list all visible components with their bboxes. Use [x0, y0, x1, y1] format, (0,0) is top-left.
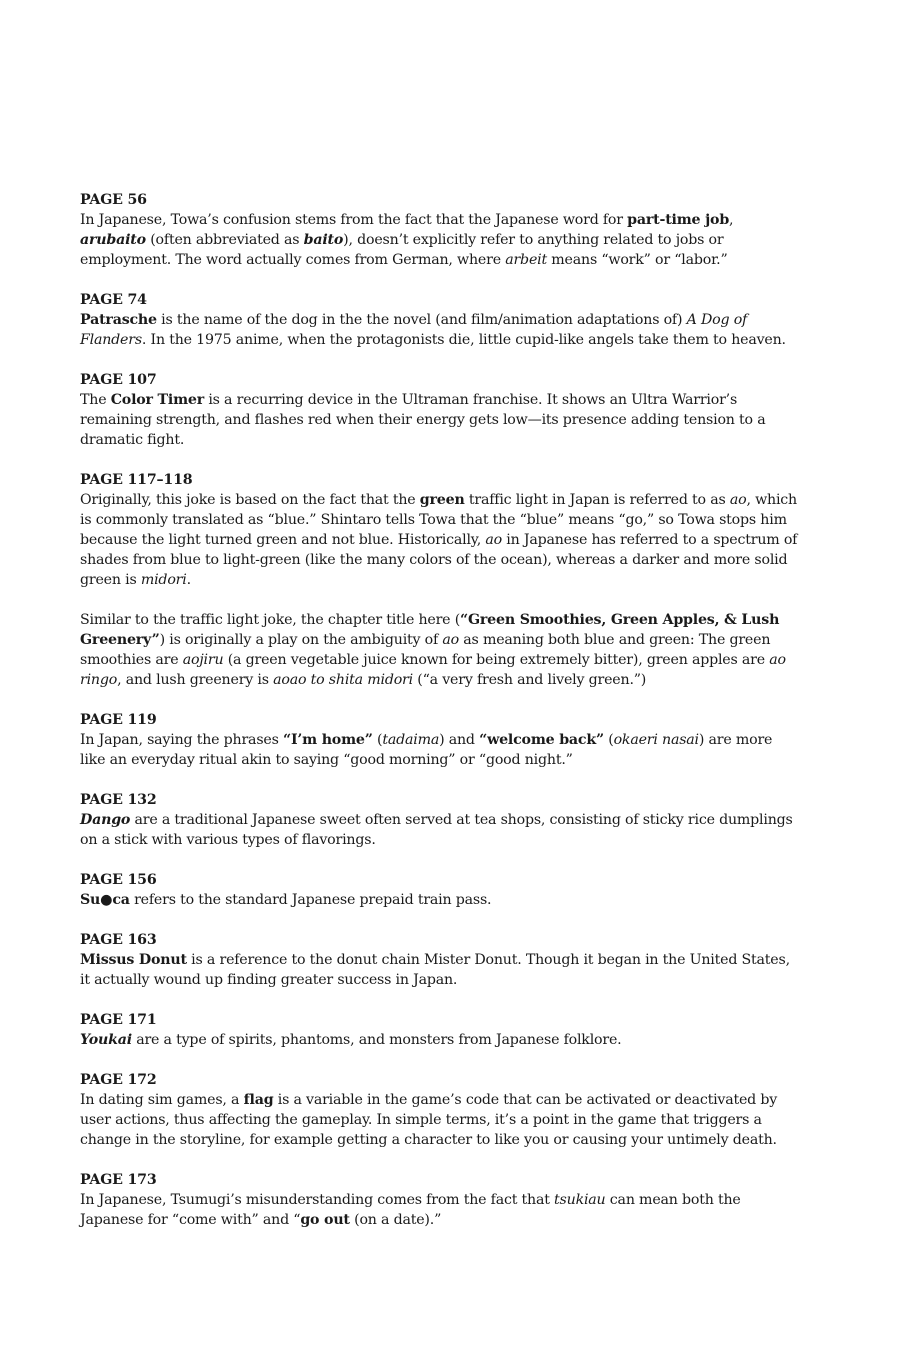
- note-heading: PAGE 173: [80, 1172, 157, 1188]
- text-run: (a green vegetable juice known for being extremely bitter), green apples are: [223, 652, 770, 668]
- text-run: can mean both the Japanese for “come with” and “: [80, 1192, 741, 1228]
- note-paragraph: [80, 810, 800, 850]
- emphasis-term: aojiru: [182, 652, 224, 668]
- text-run: In dating sim games, a: [80, 1092, 244, 1108]
- emphasis-term: Dango: [80, 812, 131, 828]
- text-run: (: [603, 732, 614, 748]
- emphasis-term: aoao to shita midori: [273, 672, 413, 688]
- text-run: ) are more like an everyday ritual akin to saying “good morning” or “good night.”: [80, 732, 773, 768]
- note-heading: PAGE 132: [80, 792, 157, 808]
- emphasis-term: Youkai: [80, 1032, 132, 1048]
- note-paragraph: [80, 210, 800, 270]
- emphasis-term: “I’m home”: [283, 732, 373, 748]
- note-heading: PAGE 156: [80, 872, 157, 888]
- text-run: as meaning both blue and green: The green smoothies are: [80, 632, 771, 668]
- note-paragraph: [80, 1030, 800, 1050]
- note-section: [80, 1010, 800, 1050]
- emphasis-term: tadaima: [382, 732, 440, 748]
- note-section: [80, 790, 800, 850]
- note-paragraph: [80, 730, 800, 770]
- emphasis-term: tsukiau: [554, 1192, 606, 1208]
- emphasis-term: okaeri nasai: [613, 732, 699, 748]
- note-paragraph: [80, 610, 800, 690]
- note-section: [80, 1070, 800, 1150]
- emphasis-term: arubaito: [80, 232, 146, 248]
- text-run: traffic light in Japan is referred to as: [464, 492, 730, 508]
- text-run: In Japan, saying the phrases: [80, 732, 283, 748]
- note-heading: PAGE 56: [80, 192, 147, 208]
- text-run: . In the 1975 anime, when the protagonists die, little cupid-like angels take them to heaven.: [141, 332, 786, 348]
- note-section: [80, 290, 800, 350]
- note-paragraph: [80, 890, 800, 910]
- emphasis-term: midori: [140, 572, 187, 588]
- emphasis-term: ao ringo: [80, 652, 786, 688]
- note-paragraph: [80, 950, 800, 990]
- note-heading: PAGE 119: [80, 712, 157, 728]
- text-run: refers to the standard Japanese prepaid train pass.: [129, 892, 492, 908]
- emphasis-term: Missus Donut: [80, 952, 187, 968]
- emphasis-term: part-time job: [627, 212, 730, 228]
- note-heading: PAGE 74: [80, 292, 147, 308]
- emphasis-term: Patrasche: [80, 312, 157, 328]
- note-heading: PAGE 172: [80, 1072, 157, 1088]
- emphasis-term: “Green Smoothies, Green Apples, & Lush Greenery”: [80, 612, 780, 648]
- note-paragraph: [80, 390, 800, 450]
- note-section: [80, 470, 800, 690]
- note-heading: PAGE 171: [80, 1012, 157, 1028]
- note-heading: PAGE 107: [80, 372, 157, 388]
- note-heading: PAGE 163: [80, 932, 157, 948]
- text-run: is a reference to the donut chain Mister Donut. Though it began in the United States, it actually wound up finding greater success in Japan.: [80, 952, 790, 988]
- text-run: ), doesn’t explicitly refer to anything related to jobs or employment. The word actually comes from German, where: [80, 232, 724, 268]
- text-run: In Japanese, Towa’s confusion stems from the fact that the Japanese word for: [80, 212, 628, 228]
- text-run: ,: [729, 212, 734, 228]
- text-run: Similar to the traffic light joke, the chapter title here (: [80, 612, 461, 628]
- text-run: ) and: [439, 732, 480, 748]
- text-run: Originally, this joke is based on the fact that the: [80, 492, 420, 508]
- note-section: [80, 930, 800, 990]
- text-run: are a type of spirits, phantoms, and monsters from Japanese folklore.: [131, 1032, 622, 1048]
- emphasis-term: ao: [729, 492, 747, 508]
- text-run: (on a date).”: [349, 1212, 442, 1228]
- text-run: The: [80, 392, 111, 408]
- emphasis-term: ao: [485, 532, 502, 548]
- note-section: [80, 370, 800, 450]
- text-run: is a recurring device in the Ultraman franchise. It shows an Ultra Warrior’s remaining strength, and flashes red when their energy gets low—its presence adding tension to a dramatic fight.: [80, 392, 766, 448]
- text-run: (: [372, 732, 383, 748]
- text-run: ) is originally a play on the ambiguity of: [159, 632, 443, 648]
- text-run: are a traditional Japanese sweet often served at tea shops, consisting of sticky rice dumplings on a stick with various types of flavorings.: [80, 812, 793, 848]
- note-paragraph: [80, 310, 800, 350]
- note-paragraph: [80, 490, 800, 590]
- note-paragraph: [80, 1090, 800, 1150]
- text-run: , which is commonly translated as “blue.” Shintaro tells Towa that the “blue” means “go,” so Towa stops him because the light turned green and not blue. Historically,: [80, 492, 797, 548]
- text-run: means “work” or “labor.”: [546, 252, 728, 268]
- text-run: In Japanese, Tsumugi’s misunderstanding comes from the fact that: [80, 1192, 555, 1208]
- translation-notes: [80, 190, 800, 1250]
- emphasis-term: flag: [243, 1092, 274, 1108]
- emphasis-term: Color Timer: [110, 392, 205, 408]
- note-paragraph: [80, 1190, 800, 1230]
- text-run: .: [186, 572, 191, 588]
- text-run: is the name of the dog in the the novel (and film/animation adaptations of): [156, 312, 687, 328]
- emphasis-term: “welcome back”: [479, 732, 604, 748]
- emphasis-term: go out: [300, 1212, 350, 1228]
- text-run: is a variable in the game’s code that can be activated or deactivated by user actions, thus affecting the gameplay. In simple terms, it’s a point in the game that triggers a change in the storyline, for example getting a character to like you or causing your untimely death.: [80, 1092, 778, 1148]
- text-run: (often abbreviated as: [145, 232, 304, 248]
- note-heading: PAGE 117–118: [80, 472, 193, 488]
- emphasis-term: green: [419, 492, 465, 508]
- emphasis-term: Su●ca: [80, 892, 130, 908]
- note-section: [80, 870, 800, 910]
- text-run: (“a very fresh and lively green.”): [412, 672, 647, 688]
- note-section: [80, 710, 800, 770]
- text-run: in Japanese has referred to a spectrum of shades from blue to light-green (like the many colors of the ocean), whereas a darker and more solid green is: [80, 532, 798, 588]
- note-section: [80, 190, 800, 270]
- emphasis-term: ao: [442, 632, 459, 648]
- note-section: [80, 1170, 800, 1230]
- emphasis-term: A Dog of Flanders: [80, 312, 748, 348]
- text-run: , and lush greenery is: [117, 672, 274, 688]
- emphasis-term: arbeit: [505, 252, 547, 268]
- emphasis-term: baito: [303, 232, 344, 248]
